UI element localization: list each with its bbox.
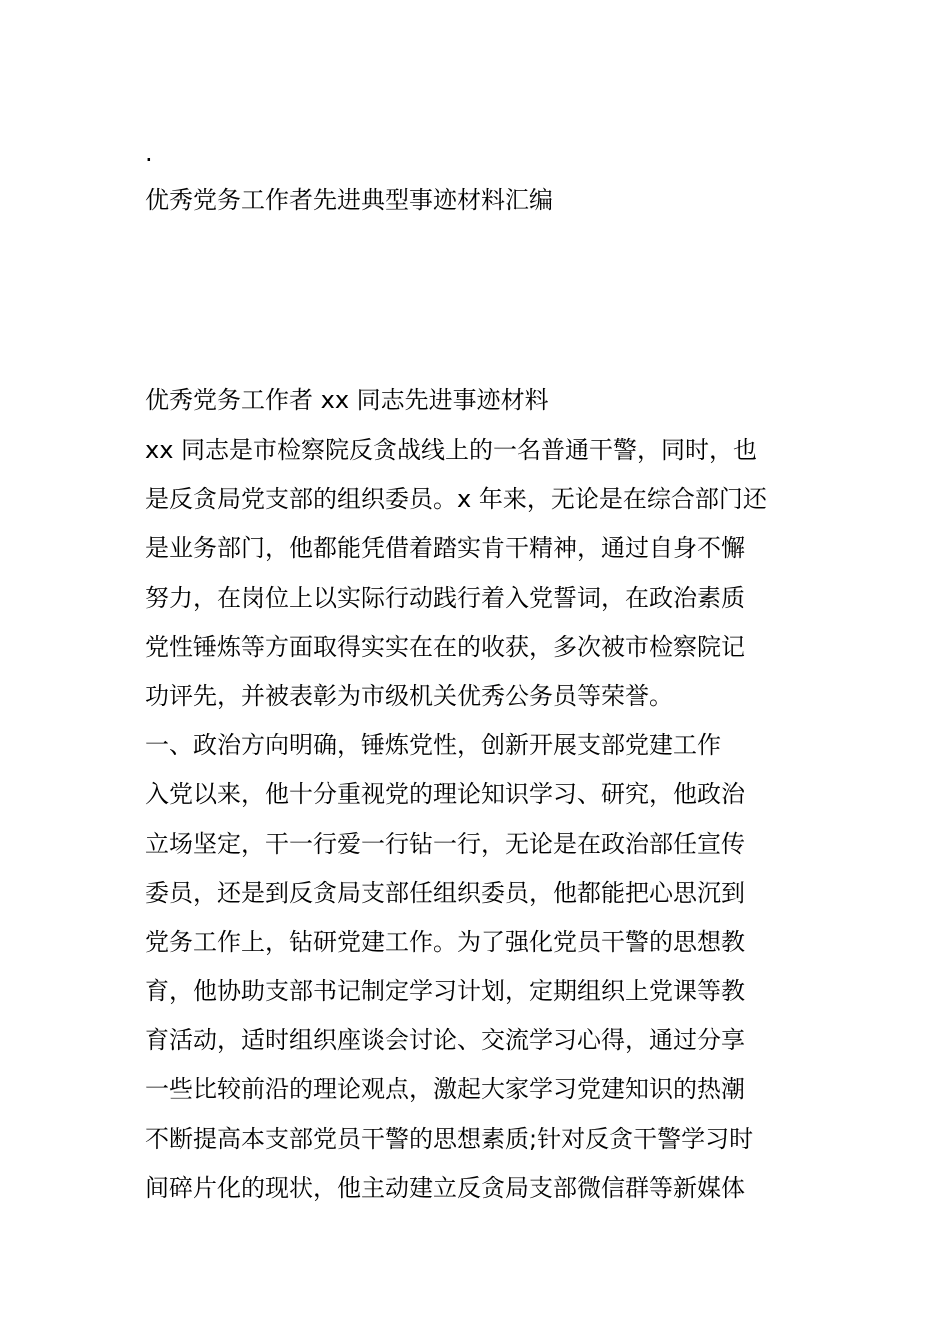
document-title: 优秀党务工作者先进典型事迹材料汇编 xyxy=(145,186,553,214)
text-line: 一些比较前沿的理论观点，激起大家学习党建知识的热潮 xyxy=(145,1075,745,1104)
text-line: 育，他协助支部书记制定学习计划，定期组织上党课等教 xyxy=(145,977,745,1006)
text-line: 党务工作上，钻研党建工作。为了强化党员干警的思想教 xyxy=(145,927,745,956)
text-line: 委员，还是到反贪局支部任组织委员，他都能把心思沉到 xyxy=(145,878,745,907)
text-line: 是反贪局党支部的组织委员。x 年来，无论是在综合部门还 xyxy=(145,485,767,514)
section-title: 优秀党务工作者 xx 同志先进事迹材料 xyxy=(145,386,549,414)
text-line: 育活动，适时组织座谈会讨论、交流学习心得，通过分享 xyxy=(145,1026,745,1055)
body-text xyxy=(145,426,815,1213)
text-line: 是业务部门，他都能凭借着踏实肯干精神，通过自身不懈 xyxy=(145,534,745,563)
text-line: 不断提高本支部党员干警的思想素质;针对反贪干警学习时 xyxy=(145,1124,754,1153)
text-line: 功评先，并被表彰为市级机关优秀公务员等荣誉。 xyxy=(145,681,673,710)
text-line: 立场坚定，干一行爱一行钻一行，无论是在政治部任宣传 xyxy=(145,829,745,858)
text-line: 入党以来，他十分重视党的理论知识学习、研究，他政治 xyxy=(145,780,745,809)
heading-line: 一、政治方向明确，锤炼党性，创新开展支部党建工作 xyxy=(145,731,721,760)
text-line: 党性锤炼等方面取得实实在在的收获，多次被市检察院记 xyxy=(145,632,745,661)
text-line: xx 同志是市检察院反贪战线上的一名普通干警，同时，也 xyxy=(145,436,758,464)
text-line: 间碎片化的现状，他主动建立反贪局支部微信群等新媒体 xyxy=(145,1173,745,1202)
page-marker-dot: . xyxy=(145,139,153,167)
text-line: 努力，在岗位上以实际行动践行着入党誓词，在政治素质 xyxy=(145,583,745,612)
